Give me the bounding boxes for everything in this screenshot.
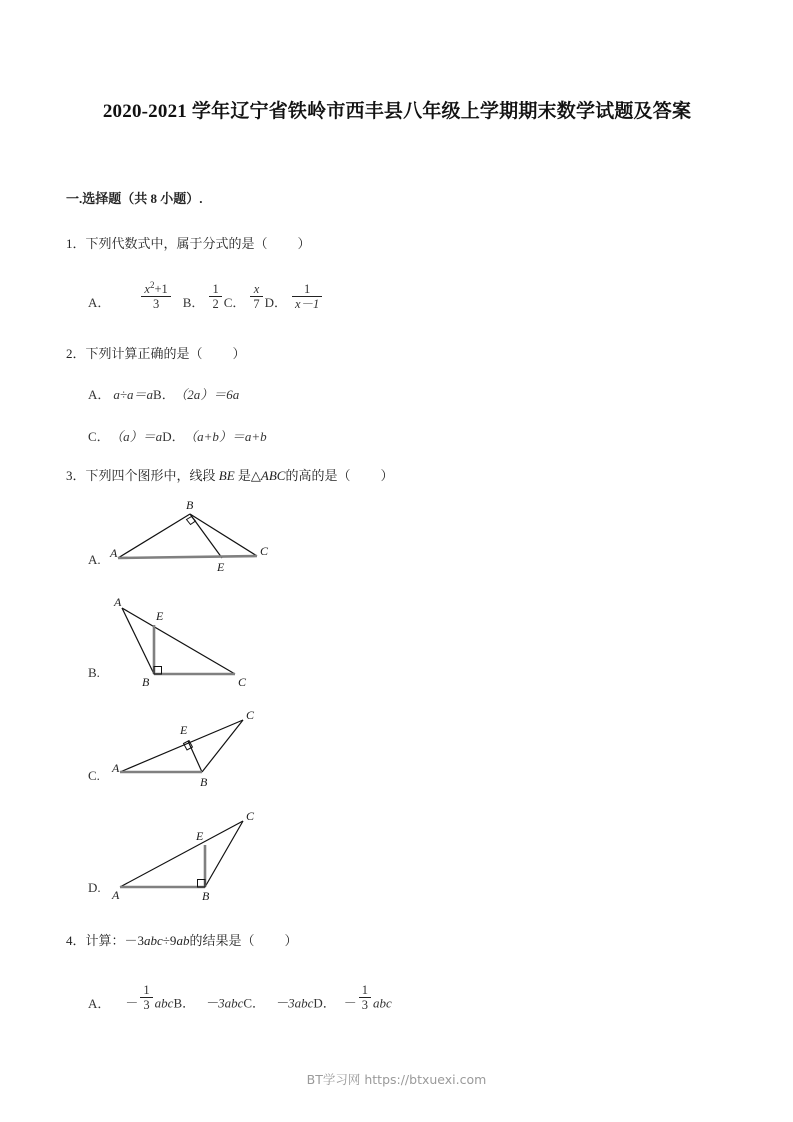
question-2-stem	[66, 343, 246, 362]
page-title: 2020-2021 学年辽宁省铁岭市西丰县八年级上学期期末数学试题及答案	[102, 101, 692, 122]
option-1a-den: 3	[152, 297, 160, 311]
figure-c-vertex-a: A	[112, 761, 120, 775]
figure-b-vertex-b: B	[142, 675, 150, 689]
figure-a-vertex-a: A	[110, 546, 118, 560]
option-4a-num: 1	[140, 984, 152, 998]
option-1d-num: 1	[292, 283, 322, 297]
figure-a-vertex-c: C	[260, 544, 269, 558]
figure-d-label: D.	[88, 880, 101, 895]
option-4d-den: 3	[361, 997, 368, 1012]
question-1-options	[88, 279, 324, 315]
figure-b-vertex-a: A	[114, 595, 122, 609]
option-4a-label: A．	[88, 995, 111, 1011]
figure-b-triangle	[110, 595, 255, 689]
question-4-options	[88, 982, 392, 1016]
question-1-stem	[66, 233, 311, 252]
option-2c-label: C．	[88, 429, 110, 444]
figure-a-triangle	[110, 500, 275, 575]
figure-a-point-e: E	[217, 560, 225, 574]
question-3-stem	[66, 465, 394, 484]
question-2-stem-close: ）	[232, 346, 246, 361]
question-1-stem-close: ）	[297, 236, 311, 251]
question-3-stem-post: 的高的是（	[285, 468, 351, 483]
question-3-stem-close: ）	[380, 468, 394, 483]
question-4-ab: ab	[176, 933, 190, 948]
figure-b-point-e: E	[156, 609, 164, 623]
option-1c-num: x	[250, 283, 262, 297]
option-1d-den: x－1	[295, 297, 320, 311]
option-4c-expr: －3abc	[275, 995, 314, 1011]
option-4a-tail: abc	[154, 995, 174, 1011]
figure-d-vertex-a: A	[112, 888, 120, 902]
option-1b-num: 1	[209, 283, 221, 297]
option-4d-fraction	[359, 984, 371, 1012]
option-4d-label: D．	[313, 995, 336, 1011]
option-1a-num-exp: 2	[149, 279, 155, 290]
section-heading: 一.选择题（共 8 小题）.	[66, 191, 203, 206]
option-1b-label: B．	[182, 294, 205, 310]
question-3-stem-mid: 是△	[234, 468, 261, 483]
option-2d-label: D．	[162, 429, 185, 444]
figure-b-label: B.	[88, 665, 100, 680]
option-4d-num: 1	[359, 984, 371, 998]
figure-d-point-e: E	[196, 829, 204, 843]
option-4c-label: C．	[243, 995, 266, 1011]
option-4d-tail: abc	[373, 995, 392, 1011]
figure-c-vertex-b: B	[200, 775, 208, 789]
figure-c-triangle	[110, 710, 260, 790]
figure-d-vertex-c: C	[246, 809, 255, 823]
question-3-segment-be: BE	[218, 468, 235, 483]
question-3-triangle-abc: ABC	[260, 468, 286, 483]
question-4-stem-post: 的结果是（	[189, 933, 255, 948]
option-4a-fraction	[140, 984, 152, 1012]
option-1d-label: D．	[264, 294, 287, 310]
option-1a-num-base: x	[144, 282, 150, 296]
figure-d-triangle	[110, 809, 260, 903]
question-3-stem-pre: 3．下列四个图形中，线段	[66, 468, 219, 483]
question-2-stem-text: 2．下列计算正确的是（	[66, 346, 203, 361]
figure-b-vertex-c: C	[238, 675, 247, 689]
option-2a-label: A．	[88, 387, 111, 402]
option-1a-label: A．	[88, 294, 111, 310]
option-1c-label: C．	[223, 294, 246, 310]
option-4b-label: B．	[173, 995, 196, 1011]
question-4-stem-pre: 4．计算：－3	[66, 933, 145, 948]
option-4a-den: 3	[143, 997, 150, 1012]
question-4-stem	[66, 930, 297, 949]
option-2b-expr: （2a）＝6a	[180, 387, 240, 402]
question-2-options-row1	[88, 384, 239, 403]
option-1b-fraction	[209, 283, 221, 311]
option-2b-label: B．	[153, 387, 175, 402]
question-4-abc: abc	[144, 933, 163, 948]
option-1a-num-tail: +1	[154, 282, 168, 296]
option-1a-fraction	[141, 279, 170, 311]
question-4-stem-div: ÷9	[162, 933, 177, 948]
figure-c-point-e: E	[180, 723, 188, 737]
option-4a-sign: －	[125, 995, 139, 1011]
option-1b-den: 2	[212, 297, 219, 311]
option-2d-expr: （a+b）＝a+b	[190, 429, 267, 444]
option-4d-sign: －	[343, 995, 357, 1011]
option-4b-expr: －3abc	[205, 995, 244, 1011]
figure-c-vertex-c: C	[246, 708, 255, 722]
question-2-options-row2	[88, 426, 267, 445]
option-2a-expr: a÷a＝a	[113, 387, 154, 402]
option-2c-expr: （a）＝a	[116, 429, 163, 444]
figure-d-vertex-b: B	[202, 889, 210, 903]
question-4-stem-close: ）	[284, 933, 298, 948]
option-1d-fraction	[292, 283, 322, 311]
footer-watermark: BT学习网 https://btxuexi.com	[306, 1072, 487, 1087]
figure-c-label: C.	[88, 768, 100, 783]
question-1-stem-text: 1．下列代数式中，属于分式的是（	[66, 236, 268, 251]
figure-a-label: A.	[88, 552, 101, 567]
option-1c-fraction	[250, 283, 262, 311]
option-1c-den: 7	[253, 297, 260, 311]
figure-a-vertex-b: B	[186, 498, 194, 512]
